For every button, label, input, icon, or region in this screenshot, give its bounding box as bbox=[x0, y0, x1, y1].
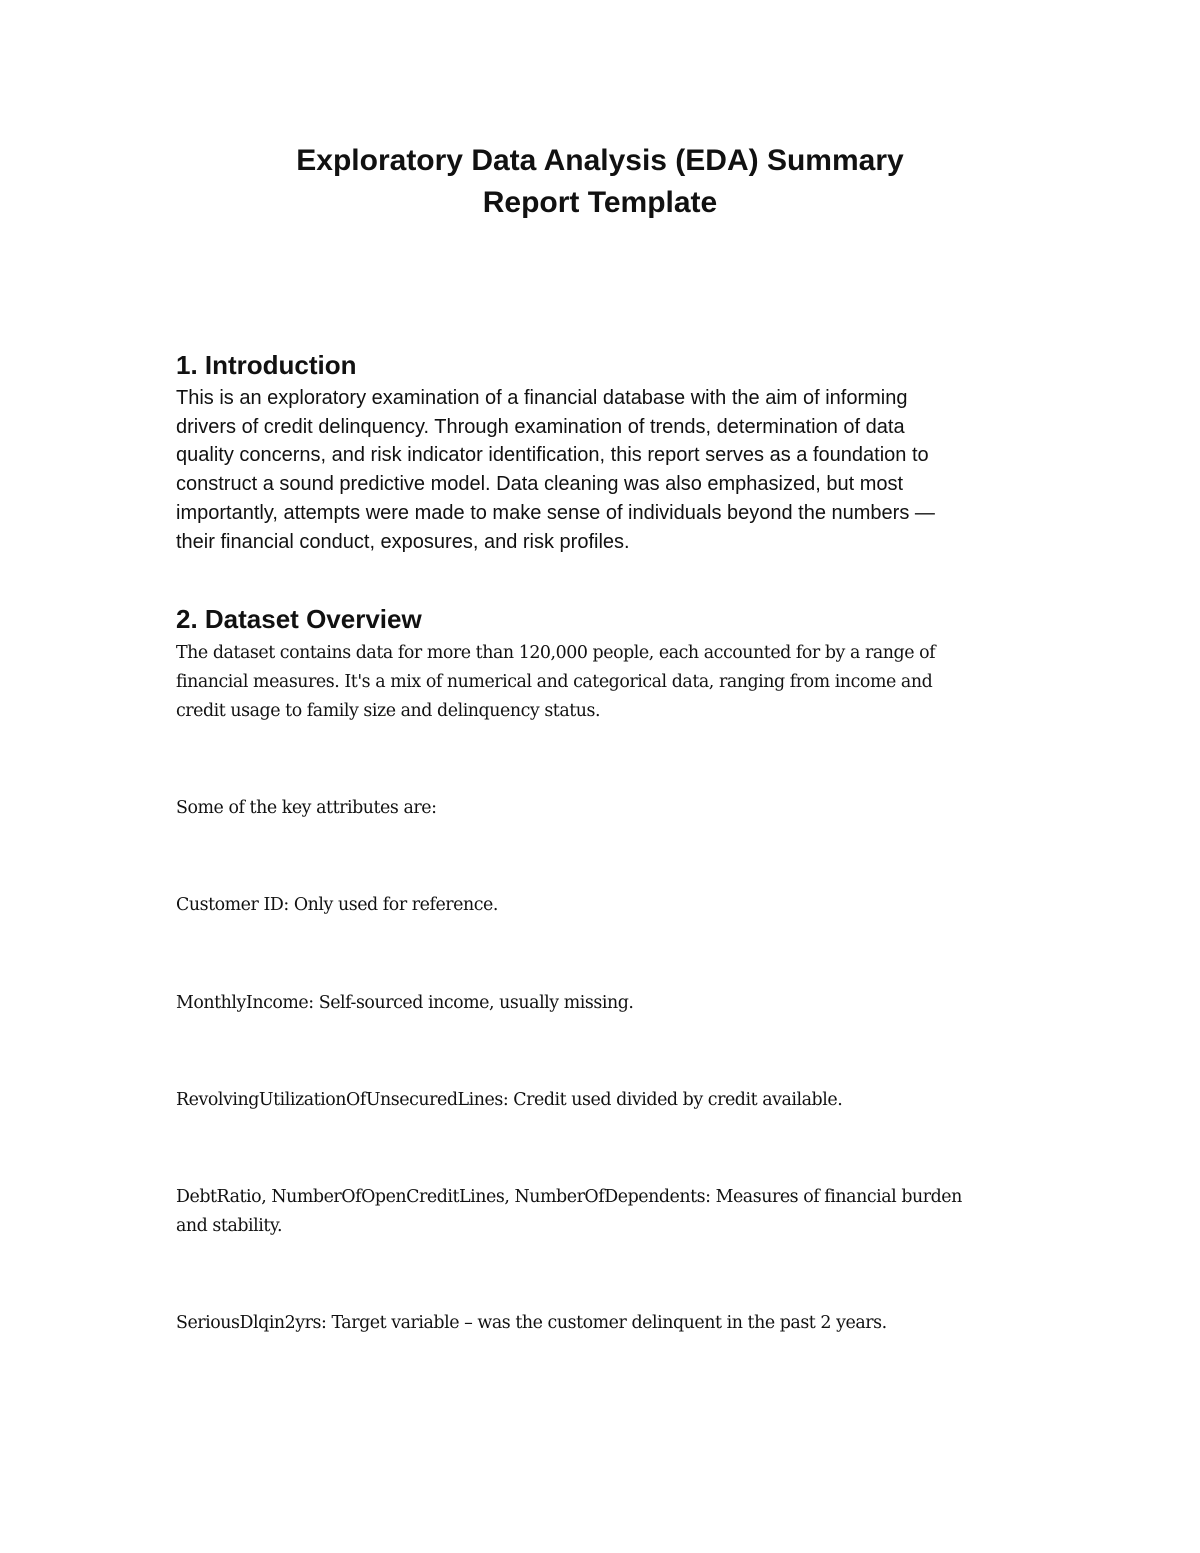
attribute-revolving-utilization bbox=[176, 1086, 1056, 1115]
paragraph-line: financial measures. It's a mix of numerical and categorical data, ranging from income and bbox=[176, 671, 933, 692]
section-heading-dataset-overview: 2. Dataset Overview bbox=[176, 604, 422, 634]
title-line-1: Exploratory Data Analysis (EDA) Summary bbox=[296, 144, 904, 177]
attribute-customer-id bbox=[176, 891, 1056, 920]
paragraph-line: DebtRatio, NumberOfOpenCreditLines, NumberOfDependents: Measures of financial burden bbox=[176, 1187, 962, 1207]
paragraph-line: This is an exploratory examination of a financial database with the aim of informing bbox=[176, 387, 908, 409]
paragraph-line: The dataset contains data for more than 120,000 people, each accounted for by a range of bbox=[176, 643, 936, 663]
paragraph-line: construct a sound predictive model. Data cleaning was also emphasized, but most bbox=[176, 473, 904, 496]
dataset-overview-paragraph bbox=[176, 639, 1056, 725]
paragraph-line: Customer ID: Only used for reference. bbox=[176, 895, 498, 915]
document-title bbox=[0, 140, 1200, 224]
paragraph-line: and stability. bbox=[176, 1215, 283, 1236]
section-heading-introduction: 1. Introduction bbox=[176, 350, 357, 380]
paragraph-line: drivers of credit delinquency. Through examination of trends, determination of data bbox=[176, 415, 905, 438]
paragraph-line: credit usage to family size and delinquency status. bbox=[176, 700, 601, 721]
paragraph-line: MonthlyIncome: Self-sourced income, usually missing. bbox=[176, 993, 634, 1013]
attribute-debt-ratio-group bbox=[176, 1183, 1056, 1241]
paragraph-line: importantly, attempts were made to make sense of individuals beyond the numbers — bbox=[176, 501, 935, 524]
paragraph-line: quality concerns, and risk indicator identification, this report serves as a foundation to bbox=[176, 444, 929, 467]
attribute-serious-dlqin2yrs bbox=[176, 1309, 1056, 1338]
paragraph-line: their financial conduct, exposures, and risk profiles. bbox=[176, 530, 630, 553]
introduction-paragraph bbox=[176, 384, 1056, 556]
paragraph-line: RevolvingUtilizationOfUnsecuredLines: Credit used divided by credit available. bbox=[176, 1090, 843, 1110]
paragraph-line: Some of the key attributes are: bbox=[176, 798, 437, 818]
attribute-monthly-income bbox=[176, 989, 1056, 1018]
paragraph-line: SeriousDlqin2yrs: Target variable – was the customer delinquent in the past 2 years. bbox=[176, 1313, 887, 1333]
attributes-intro bbox=[176, 794, 1056, 823]
title-line-2: Report Template bbox=[482, 186, 718, 219]
